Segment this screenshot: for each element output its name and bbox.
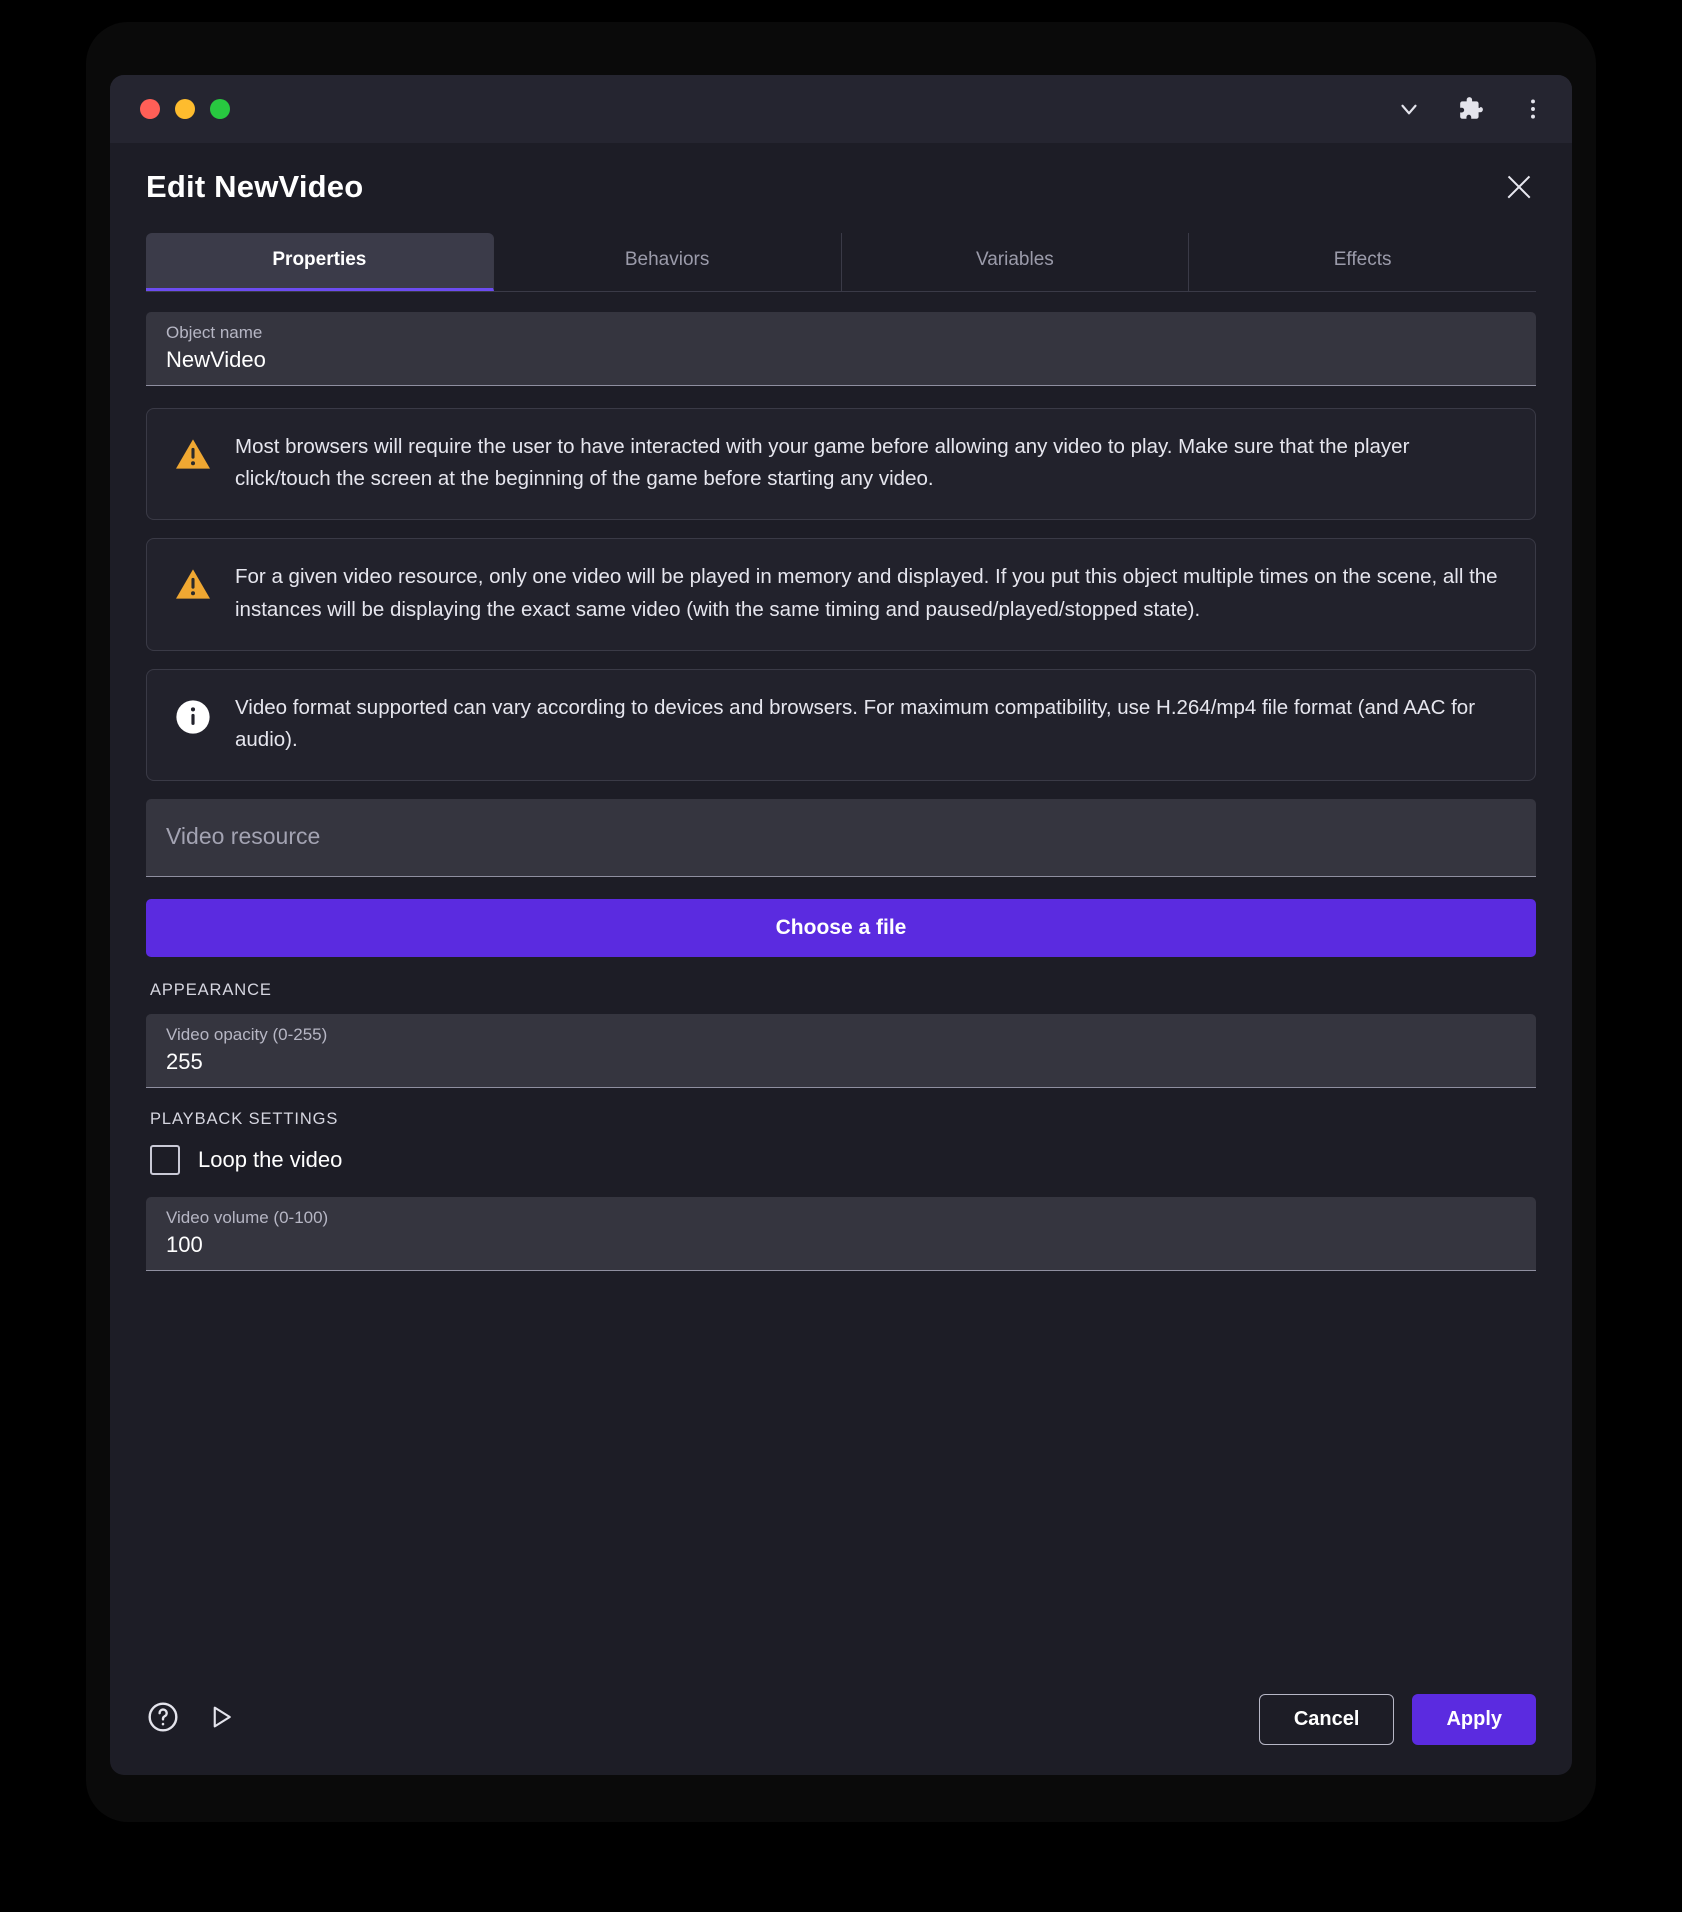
dialog-footer [110, 1672, 1572, 1775]
tab-effects-label: Effects [1333, 249, 1392, 270]
warning-icon [173, 561, 213, 601]
notice-text: Video format supported can vary according to devices and browsers. For maximum compatibility, use H.264/mp4 file format (and AAC for audio). [235, 695, 1476, 751]
notice-text: Most browsers will require the user to have interacted with your game before allowing any video to play. Make sure that the player click/touch the screen at the beginning of the game before starting any video. [235, 435, 1410, 491]
page-title: Edit NewVideo [146, 169, 364, 204]
video-resource-input[interactable]: Video resource [166, 823, 321, 850]
apply-button[interactable]: Apply [1412, 1694, 1536, 1745]
play-triangle-icon[interactable] [206, 1702, 236, 1737]
close-window-button[interactable] [140, 99, 160, 119]
video-opacity-field[interactable] [146, 1014, 1536, 1088]
warning-icon [173, 431, 213, 471]
titlebar-actions [1396, 96, 1546, 122]
loop-video-row[interactable] [150, 1145, 1536, 1175]
tab-variables-label: Variables [975, 249, 1054, 270]
tab-behaviors-label: Behaviors [624, 249, 710, 270]
notice-single-instance [146, 538, 1536, 650]
window-titlebar [110, 75, 1572, 143]
info-icon [173, 692, 213, 736]
video-opacity-label: Video opacity (0-255) [166, 1025, 328, 1045]
kebab-menu-icon[interactable] [1520, 96, 1546, 122]
maximize-window-button[interactable] [210, 99, 230, 119]
cancel-button[interactable]: Cancel [1259, 1694, 1395, 1745]
video-volume-input[interactable]: 100 [166, 1232, 203, 1258]
appearance-section-title: APPEARANCE [150, 981, 272, 1000]
tab-bar [146, 233, 1536, 292]
video-volume-field[interactable] [146, 1197, 1536, 1271]
notice-video-format [146, 669, 1536, 781]
choose-file-button[interactable]: Choose a file [146, 899, 1536, 957]
playback-section-title: PLAYBACK SETTINGS [150, 1110, 339, 1129]
notice-text: For a given video resource, only one video will be played in memory and displayed. If you put this object multiple times on the scene, all the instances will be displaying the exact same video (with the same timing and paused/played/stopped state). [235, 565, 1498, 621]
help-circle-icon[interactable] [146, 1700, 180, 1739]
tab-variables[interactable] [842, 233, 1190, 291]
tab-effects[interactable] [1189, 233, 1536, 291]
video-volume-label: Video volume (0-100) [166, 1208, 329, 1228]
tab-properties[interactable] [146, 233, 494, 291]
close-icon[interactable] [1502, 170, 1536, 204]
notice-browser-interaction [146, 408, 1536, 520]
puzzle-piece-icon[interactable] [1458, 96, 1484, 122]
tab-behaviors[interactable] [494, 233, 842, 291]
dialog-header [110, 143, 1572, 215]
properties-panel [110, 292, 1572, 1672]
window-controls [140, 99, 230, 119]
footer-actions [1259, 1694, 1536, 1745]
edit-object-dialog [110, 75, 1572, 1775]
tab-properties-label: Properties [272, 249, 367, 270]
minimize-window-button[interactable] [175, 99, 195, 119]
object-name-field[interactable] [146, 312, 1536, 386]
video-resource-field[interactable] [146, 799, 1536, 877]
object-name-input[interactable]: NewVideo [166, 347, 266, 372]
loop-video-label: Loop the video [198, 1147, 343, 1173]
chevron-down-icon[interactable] [1396, 96, 1422, 122]
loop-video-checkbox[interactable] [150, 1145, 180, 1175]
video-opacity-input[interactable]: 255 [166, 1049, 203, 1075]
object-name-label: Object name [166, 323, 263, 342]
